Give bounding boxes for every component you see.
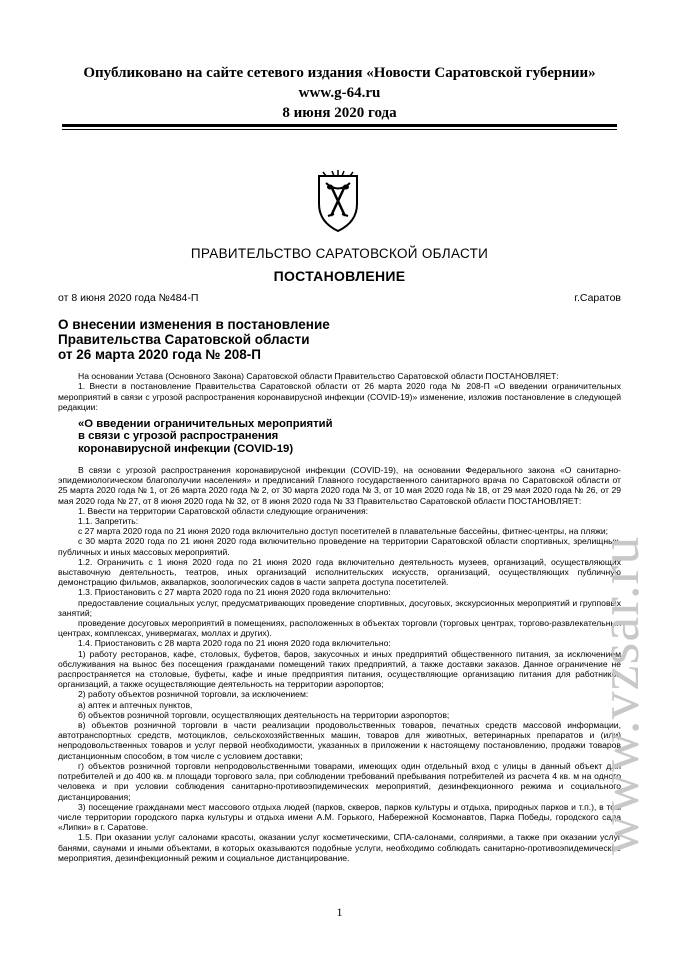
paragraph: В связи с угрозой распространения коронавирусной инфекции (COVID-19), на основании Федерального закона «О санитарно-эпидемиологическом благополучии населения» и предписаний Главного государственного санитарного врача по Саратовской области от 25 марта 2020 года № 1, от 26 марта 2020 года № 2, от 30 марта 2020 года № 3, от 10 мая 2020 года № 18, от 29 мая 2020 года № 26, от 29 мая 2020 года № 27, от 8 июня 2020 года № 32, от 8 июня 2020 года № 33 Правительство Саратовской области ПОСТАНОВЛЯЕТ: [58,465,621,506]
paragraph: 1) работу ресторанов, кафе, столовых, буфетов, баров, закусочных и иных предприятий общественного питания, за исключением обслуживания на вынос без посещения гражданами помещений таких предприятий, а также доставки заказов. Данное ограничение не распространяется на столовые, буфеты, кафе и иные предприятия питания, осуществляющие организацию питания для работников организаций, а также осуществляющие деятельность на территории аэропортов; [58,648,621,690]
paragraph: 3) посещение гражданами мест массового отдыха людей (парков, скверов, парков культуры и отдыха, природных парков и т.п.), в том числе территории городского парка культуры и отдыха имени А.М. Горького, Набережной Космонавтов, Парка Победы, городского сада «Липки» в г. Саратове. [58,801,621,833]
date-number-line [58,292,621,304]
header-divider-thick [62,124,617,127]
paragraph: с 27 марта 2020 года по 21 июня 2020 года включительно доступ посетителей в плавательные бассейны, фитнес-центры, на пляжи; [78,526,609,537]
decree-title [58,317,478,362]
decree-body [58,465,621,863]
paragraph: На основании Устава (Основного Закона) Саратовской области Правительство Саратовской области ПОСТАНОВЛЯЕТ: [78,371,559,381]
paragraph: предоставление социальных услуг, предусматривающих проведение спортивных, досуговых, экскурсионных мероприятий и групповых занятий; [58,597,621,618]
title-line: от 26 марта 2020 года № 208-П [58,347,261,362]
paragraph: 1. Внести в постановление Правительства Саратовской области от 26 марта 2020 года № 208-П «О введении ограничительных мероприятий в связи с угрозой распространения коронавирусной инфекции (COVID-19)» изменение, изложив постановление в следующей редакции: [58,381,621,412]
paragraph: 1.5. При оказании услуг салонами красоты, оказании услуг косметическими, СПА-салонами, соляриями, а также при оказании услуг банями, саунами и иными объектами, в которых оказываются подобные услуги, необходимо соблюдать санитарно-противоэпидемические мероприятия, дезинфекционный режим и социальное дистанцирование. [58,832,621,863]
paragraph: 1.2. Ограничить с 1 июня 2020 года по 21 июня 2020 года включительно деятельность музеев, организаций, осуществляющих выставочную деятельность, театров, иных организаций исполнительских искусств, организаций, осуществляющих публичную демонстрацию фильмов, аквапарков, зоологических садов в части запрета доступа посетителей. [58,556,621,588]
paragraph: 1.4. Приостановить с 28 марта 2020 года по 21 июня 2020 года включительно: [78,638,391,649]
decree-city: г.Саратов [574,292,621,304]
document-type: ПОСТАНОВЛЕНИЕ [273,268,406,284]
decree-date-number: от 8 июня 2020 года №484-П [58,292,199,304]
header-divider-thin [62,129,617,130]
section-heading [78,418,398,455]
page-number: 1 [336,905,343,919]
title-line: О внесении изменения в постановление [58,317,330,332]
section-heading-line: коронавирусной инфекции (COVID-19) [78,442,294,455]
paragraph: с 30 марта 2020 года по 21 июня 2020 года включительно проведение на территории Саратовской области спортивных, зрелищных, публичных и иных массовых мероприятий. [58,536,621,557]
paragraph: 1.1. Запретить: [78,516,139,527]
paragraph: 1. Ввести на территории Саратовской области следующие ограничения: [78,505,368,516]
paragraph: 2) работу объектов розничной торговли, за исключением: [78,689,309,700]
intro-text [58,371,621,412]
publication-notice [0,63,679,123]
paragraph: а) аптек и аптечных пунктов, [78,699,193,710]
watermark: www.vzsar.ru [589,535,651,855]
paragraph: в) объектов розничной торговли в части реализации продовольственных товаров, печатных средств массовой информации, автотранспортных средств, мотоциклов, сельскохозяйственных машин, товаров для животных, ветеринарных препаратов и (или) непродовольственных товаров и услуг первой необходимости, указанных в приложении к настоящему постановлению, продажи товаров дистанционным способом, в том числе с условием доставки; [58,720,621,761]
paragraph: б) объектов розничной торговли, осуществляющих деятельность на территории аэропортов; [78,709,450,720]
paragraph: проведение досуговых мероприятий в помещениях, расположенных в объектах торговли (торговых центрах, торгово-развлекательных центрах, комплексах, универмагах, моллах и других). [58,618,621,639]
publication-line-date: 8 июня 2020 года [282,105,397,121]
paragraph: 1.3. Приостановить с 27 марта 2020 года по 21 июня 2020 года включительно: [78,587,391,598]
title-line: Правительства Саратовской области [58,332,310,347]
section-heading-line: в связи с угрозой распространения [78,430,279,443]
section-heading-line: «О введении ограничительных мероприятий [78,418,333,430]
paragraph: г) объектов розничной торговли непродовольственными товарами, имеющих один отдельный вход с улицы в данный объект для потребителей и до 400 кв. м площади торгового зала, при соблюдении требований пребывания потребителей из расчета 4 кв. м на одного человека и при условии соблюдения санитарно-противоэпидемических мероприятий, дезинфекционного режима и социального дистанцирования; [58,760,621,802]
publication-line-site: Опубликовано на сайте сетевого издания «Новости Саратовской губернии» [83,65,596,81]
government-name: ПРАВИТЕЛЬСТВО САРАТОВСКОЙ ОБЛАСТИ [190,246,489,261]
publication-line-url: www.g-64.ru [298,85,381,101]
saratov-coat-of-arms-icon [313,170,363,235]
